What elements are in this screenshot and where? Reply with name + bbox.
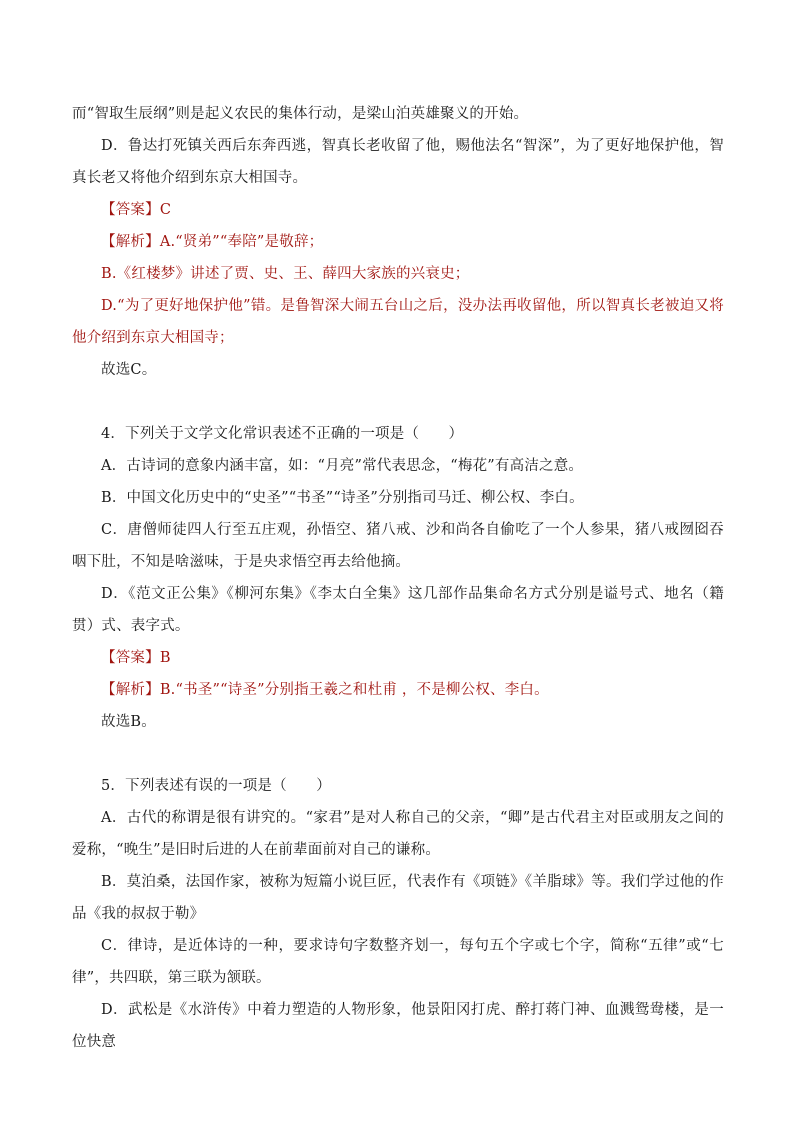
q4-option-c: C．唐僧师徒四人行至五庄观，孙悟空、猪八戒、沙和尚各自偷吃了一个人参果，猪八戒囫囵吞咽下肚，不知是啥滋味，于是央求悟空再去给他摘。 <box>72 522 724 570</box>
q4-option-a: A．古诗词的意象内涵丰富，如：“月亮”常代表思念，“梅花”有高洁之意。 <box>101 458 584 474</box>
q3-choose: 故选C。 <box>101 362 157 378</box>
q4-analysis <box>72 674 724 706</box>
answer-value: C <box>159 202 172 218</box>
answer-tag: 【答案】 <box>101 202 160 218</box>
answer-tag: 【答案】 <box>101 650 160 666</box>
answer-value: B <box>159 650 171 666</box>
q3-option-c-continuation: 而“智取生辰纲”则是起义农民的集体行动，是梁山泊英雄聚义的开始。 <box>72 106 529 122</box>
analysis-tag: 【解析】 <box>101 234 160 250</box>
q5-stem: 5．下列表述有误的一项是（ ） <box>101 778 331 794</box>
q4-choose: 故选B。 <box>101 714 156 730</box>
q5-option-d: D．武松是《水浒传》中着力塑造的人物形象，他景阳冈打虎、醉打蒋门神、血溅鸳鸯楼，是一位快意 <box>72 1002 724 1050</box>
q4-option-d: D．《范文正公集》《柳河东集》《李太白全集》这几部作品集命名方式分别是谥号式、地名（籍贯）式、表字式。 <box>72 586 724 634</box>
q3-analysis-a <box>72 226 724 258</box>
q4-option-b: B．中国文化历史中的“史圣”“书圣”“诗圣”分别指司马迁、柳公权、李白。 <box>101 490 584 506</box>
q3-option-d: D．鲁达打死镇关西后东奔西逃，智真长老收留了他，赐他法名“智深”，为了更好地保护他，智真长老又将他介绍到东京大相国寺。 <box>72 138 724 186</box>
spacer <box>72 738 724 770</box>
q5-option-c: C．律诗，是近体诗的一种，要求诗句字数整齐划一，每句五个字或七个字，简称“五律”或“七律”，共四联，第三联为颔联。 <box>72 938 724 986</box>
q4-stem: 4．下列关于文学文化常识表述不正确的一项是（ ） <box>101 426 464 442</box>
q5-option-b: B．莫泊桑，法国作家，被称为短篇小说巨匠，代表作有《项链》《羊脂球》等。我们学过他的作品《我的叔叔于勒》 <box>72 874 724 922</box>
analysis-text: A.“贤弟”“奉陪”是敬辞； <box>159 234 324 250</box>
q3-analysis-d: D.“为了更好地保护他”错。是鲁智深大闹五台山之后，没办法再收留他，所以智真长老被迫又将他介绍到东京大相国寺； <box>72 298 724 346</box>
q3-analysis-b: B.《红楼梦》讲述了贾、史、王、薛四大家族的兴衰史； <box>101 266 470 282</box>
document-body <box>72 98 724 1058</box>
q4-answer <box>72 642 724 674</box>
analysis-text: B.“书圣”“诗圣”分别指王羲之和杜甫 ，不是柳公权、李白。 <box>159 682 549 698</box>
analysis-tag: 【解析】 <box>101 682 160 698</box>
spacer <box>72 386 724 418</box>
q5-option-a: A．古代的称谓是很有讲究的。“家君”是对人称自己的父亲，“卿”是古代君主对臣或朋友之间的爱称，“晚生”是旧时后进的人在前辈面前对自己的谦称。 <box>72 810 724 858</box>
q3-answer <box>72 194 724 226</box>
